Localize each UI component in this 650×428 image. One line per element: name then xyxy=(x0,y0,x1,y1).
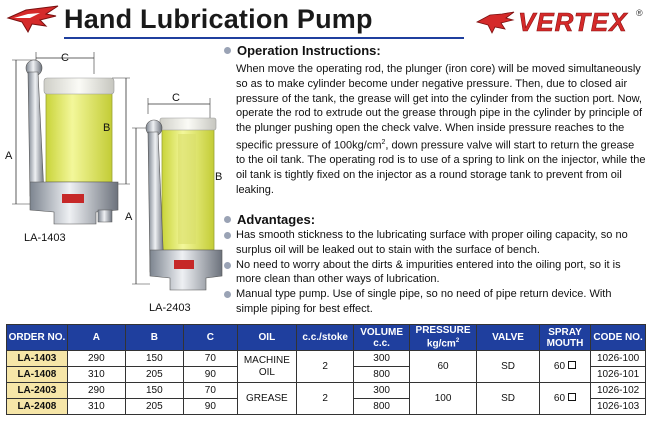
cell-code: 1026-100 xyxy=(591,351,646,367)
cell-c: 70 xyxy=(183,351,237,367)
col-code-no: CODE NO. xyxy=(591,325,646,351)
cell-volume: 800 xyxy=(354,367,409,383)
square-icon xyxy=(568,393,576,401)
pump-la-1403-drawing xyxy=(12,52,133,244)
table-header-row xyxy=(7,325,646,351)
dimension-label-a-left: A xyxy=(5,150,13,162)
cell-a: 290 xyxy=(67,383,125,399)
advantages-heading: Advantages: xyxy=(224,212,315,227)
col-a: A xyxy=(67,325,125,351)
col-pressure: PRESSURE $kg/cm^2$ xyxy=(409,325,476,351)
cell-cc-stoke: 2 xyxy=(296,383,353,415)
cell-valve: SD xyxy=(477,383,540,415)
advantages-list xyxy=(222,228,646,317)
advantage-item: Manual type pump. Use of single pipe, so no need of pipe return device. With simple piping for best effect. xyxy=(222,287,646,317)
cell-pressure: 100 xyxy=(409,383,476,415)
col-c: C xyxy=(183,325,237,351)
cell-order: LA-2408 xyxy=(7,399,68,415)
cell-order: LA-2403 xyxy=(7,383,68,399)
cell-volume: 300 xyxy=(354,351,409,367)
col-b: B xyxy=(125,325,183,351)
title-underline xyxy=(64,37,464,39)
model-label-la-2403: LA-2403 xyxy=(149,302,191,314)
dimension-label-c-left: C xyxy=(61,52,69,64)
cell-spray: 60 xyxy=(539,383,590,415)
cell-order: LA-1403 xyxy=(7,351,68,367)
cell-cc-stoke: 2 xyxy=(296,351,353,383)
cell-a: 290 xyxy=(67,351,125,367)
cell-b: 150 xyxy=(125,383,183,399)
registered-mark: ® xyxy=(636,8,643,18)
pump-la-2403-drawing xyxy=(132,98,222,290)
cell-code: 1026-103 xyxy=(591,399,646,415)
dimension-label-c-right: C xyxy=(172,92,180,104)
cell-valve: SD xyxy=(477,351,540,383)
bullet-icon xyxy=(224,232,231,239)
page-title: Hand Lubrication Pump xyxy=(64,4,373,34)
col-order-no: ORDER NO. xyxy=(7,325,68,351)
brand-name: VERTEX xyxy=(518,7,628,37)
model-label-la-1403: LA-1403 xyxy=(24,232,66,244)
col-valve: VALVE xyxy=(477,325,540,351)
cell-oil: GREASE xyxy=(237,383,296,415)
bullet-icon xyxy=(224,262,231,269)
cell-oil: MACHINE OIL xyxy=(237,351,296,383)
eagle-logo-icon xyxy=(6,4,60,34)
cell-a: 310 xyxy=(67,399,125,415)
bullet-icon xyxy=(224,216,231,223)
bullet-icon xyxy=(224,291,231,298)
cell-c: 70 xyxy=(183,383,237,399)
cell-code: 1026-102 xyxy=(591,383,646,399)
advantage-item: No need to worry about the dirts & impurities entered into the oiling port, so it is more clean than other ways of lubrication. xyxy=(222,258,646,288)
square-icon xyxy=(568,361,576,369)
specification-table xyxy=(6,324,646,415)
page-header xyxy=(0,0,650,44)
cell-b: 150 xyxy=(125,351,183,367)
bullet-icon xyxy=(224,47,231,54)
cell-c: 90 xyxy=(183,399,237,415)
cell-spray: 60 xyxy=(539,351,590,383)
dimension-label-b-left: B xyxy=(103,122,111,134)
operation-text: When move the operating rod, the plunger (iron core) will be moved simultaneously so as to make cylinder become under negative pressure. Then, due to closed air pressure of the tank, the grease will get into the cylinder from the suction port. Now, operate the rod to extrude out the grease through pipe in the cylinder by principle of the plunger pushing open the check valve. When inside pressure reaches to the specific pressure of $100kg/cm^2$, down pressure valve will start to return the grease to the oil tank. The operating rod is to use of a spring to link on the injector, while the oil tank is tightly fixed on the injector as a round storage tank to prevent from oil leaking. xyxy=(236,63,646,197)
brand-eagle-icon xyxy=(476,10,516,34)
col-cc-stoke: c.c./stoke xyxy=(296,325,353,351)
pump-illustrations xyxy=(0,44,228,320)
dimension-label-a-right: A xyxy=(125,211,133,223)
col-oil: OIL xyxy=(237,325,296,351)
cell-order: LA-1408 xyxy=(7,367,68,383)
table-row xyxy=(7,351,646,367)
cell-b: 205 xyxy=(125,367,183,383)
col-spray-mouth: SPRAY MOUTH xyxy=(539,325,590,351)
table-row xyxy=(7,383,646,399)
operation-heading: Operation Instructions: xyxy=(224,43,381,58)
col-volume: VOLUME c.c. xyxy=(354,325,409,351)
cell-pressure: 60 xyxy=(409,351,476,383)
brand-logo xyxy=(476,8,646,36)
cell-volume: 300 xyxy=(354,383,409,399)
cell-a: 310 xyxy=(67,367,125,383)
dimension-label-b-right: B xyxy=(215,171,223,183)
advantage-item: Has smooth stickness to the lubricating surface with proper oiling capacity, so no surplus oil will be leaked out to stain with the surface of bench. xyxy=(222,228,646,258)
cell-b: 205 xyxy=(125,399,183,415)
cell-volume: 800 xyxy=(354,399,409,415)
cell-code: 1026-101 xyxy=(591,367,646,383)
cell-c: 90 xyxy=(183,367,237,383)
